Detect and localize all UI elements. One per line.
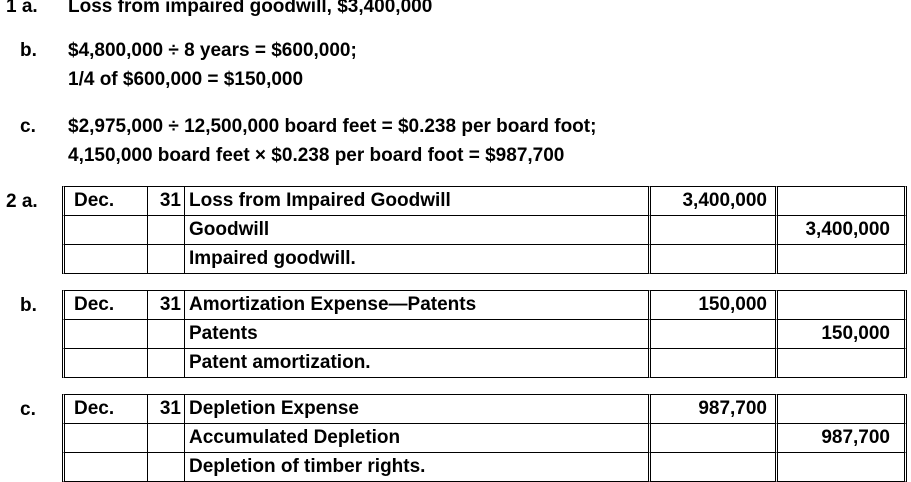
- debit-amount: [651, 424, 778, 453]
- date-month: Dec.: [62, 186, 148, 216]
- journal-row: [62, 216, 907, 245]
- journal-row: [62, 245, 907, 274]
- debit-amount: [651, 349, 778, 378]
- date-day: [148, 349, 185, 378]
- date-month: [62, 216, 148, 245]
- date-month: [62, 245, 148, 274]
- date-month: Dec.: [62, 290, 148, 320]
- date-day: 31: [148, 290, 185, 320]
- item-label-1c: c.: [20, 116, 36, 137]
- account-title: Patents: [185, 320, 651, 349]
- date-month: [62, 349, 148, 378]
- item-label-1b: b.: [20, 40, 37, 61]
- journal-row: [62, 349, 907, 378]
- credit-amount: 3,400,000: [778, 216, 907, 245]
- debit-amount: 150,000: [651, 290, 778, 320]
- account-title: Loss from Impaired Goodwill: [185, 186, 651, 216]
- date-day: 31: [148, 186, 185, 216]
- journal-entry-2b: [62, 290, 907, 378]
- answer-1a: Loss from impaired goodwill, $3,400,000: [68, 0, 433, 17]
- credit-amount: 987,700: [778, 424, 907, 453]
- date-month: Dec.: [62, 394, 148, 424]
- journal-row: [62, 394, 907, 424]
- answer-1c-line1: $2,975,000 ÷ 12,500,000 board feet = $0.238 per board foot;: [68, 116, 597, 137]
- answer-1b-line1: $4,800,000 ÷ 8 years = $600,000;: [68, 40, 357, 61]
- debit-amount: [651, 216, 778, 245]
- account-title: Accumulated Depletion: [185, 424, 651, 453]
- debit-amount: [651, 245, 778, 274]
- item-label-1a: 1 a.: [6, 0, 38, 17]
- date-day: [148, 424, 185, 453]
- date-day: [148, 245, 185, 274]
- answer-1c-line2: 4,150,000 board feet × $0.238 per board foot = $987,700: [68, 145, 565, 166]
- journal-row: [62, 424, 907, 453]
- item-label-2c: c.: [20, 399, 36, 420]
- date-day: 31: [148, 394, 185, 424]
- date-month: [62, 424, 148, 453]
- item-label-2b: b.: [20, 295, 37, 316]
- journal-entry-2a: [62, 186, 907, 274]
- credit-amount: [778, 349, 907, 378]
- account-title: Depletion Expense: [185, 394, 651, 424]
- answer-1b-line2: 1/4 of $600,000 = $150,000: [68, 69, 304, 90]
- entry-explanation: Patent amortization.: [185, 349, 651, 378]
- date-day: [148, 216, 185, 245]
- date-day: [148, 320, 185, 349]
- journal-row: [62, 290, 907, 320]
- credit-amount: [778, 245, 907, 274]
- journal-entry-2c: [62, 394, 907, 482]
- credit-amount: 150,000: [778, 320, 907, 349]
- credit-amount: [778, 290, 907, 320]
- credit-amount: [778, 186, 907, 216]
- debit-amount: 3,400,000: [651, 186, 778, 216]
- account-title: Goodwill: [185, 216, 651, 245]
- debit-amount: [651, 320, 778, 349]
- credit-amount: [778, 394, 907, 424]
- date-month: [62, 320, 148, 349]
- entry-explanation: Depletion of timber rights.: [185, 453, 651, 482]
- account-title: Amortization Expense—Patents: [185, 290, 651, 320]
- item-label-2a: 2 a.: [6, 191, 38, 212]
- journal-row: [62, 186, 907, 216]
- debit-amount: 987,700: [651, 394, 778, 424]
- journal-row: [62, 320, 907, 349]
- entry-explanation: Impaired goodwill.: [185, 245, 651, 274]
